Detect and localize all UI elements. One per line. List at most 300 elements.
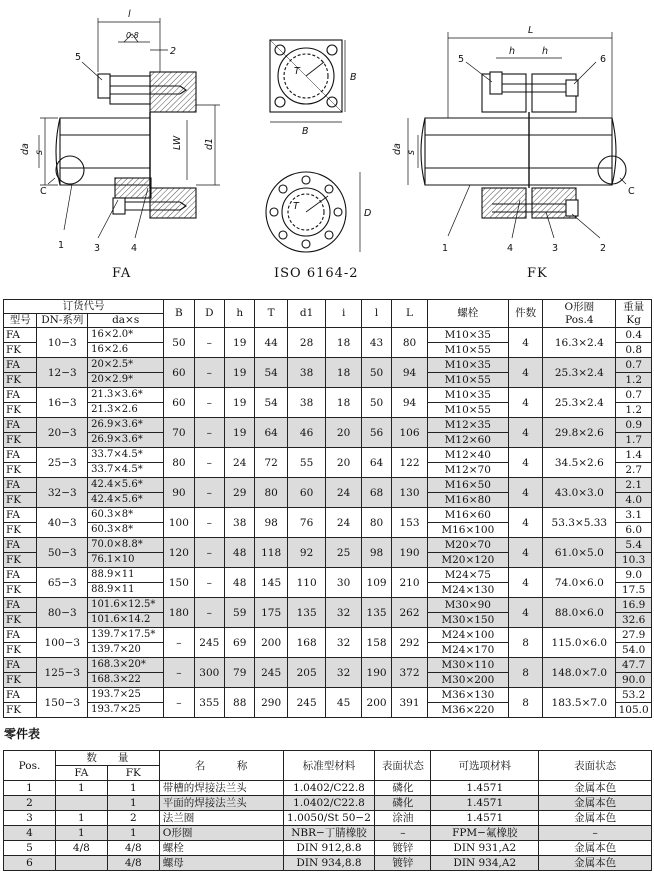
- table-cell: 18: [326, 358, 361, 388]
- table-cell: 32−3: [37, 478, 88, 508]
- table-cell: 21.3×2.6: [88, 403, 164, 418]
- fk-label-l: L: [528, 25, 534, 36]
- fa-label-1: 1: [58, 240, 65, 251]
- table-row: [4, 628, 652, 643]
- table-cell: 20×2.9*: [88, 373, 164, 388]
- table-cell: FA: [4, 388, 37, 403]
- table-cell: 4: [508, 358, 542, 388]
- header-type: 型号: [4, 314, 37, 328]
- table-row: [4, 478, 652, 493]
- table-cell: 115.0×6.0: [543, 628, 616, 658]
- parts-row: [4, 811, 652, 826]
- table-cell: 372: [392, 658, 427, 688]
- fa-label-d1: d1: [204, 137, 215, 150]
- table-cell: 94: [392, 358, 427, 388]
- table-cell: 90.0: [616, 673, 652, 688]
- table-cell: M24×100: [427, 628, 508, 643]
- table-cell: M30×150: [427, 613, 508, 628]
- table-cell: 4: [508, 388, 542, 418]
- table-cell: 18: [326, 328, 361, 358]
- table-cell: 153: [392, 508, 427, 538]
- parts-row: [4, 781, 652, 796]
- table-cell: M12×60: [427, 433, 508, 448]
- table-cell: 100: [164, 508, 194, 538]
- table-cell: 210: [392, 568, 427, 598]
- fk-caption: FK: [527, 266, 548, 281]
- table-cell: 4: [508, 568, 542, 598]
- table-cell: 50: [164, 328, 194, 358]
- table-cell: 16.9: [616, 598, 652, 613]
- fk-section-drawing: [408, 32, 626, 238]
- parts-cell-fa: 1: [55, 826, 107, 841]
- table-cell: 98: [255, 508, 287, 538]
- parts-cell-name: 螺栓: [159, 841, 283, 856]
- iso-label-t-round: T: [293, 201, 299, 212]
- table-cell: 60.3×8*: [88, 523, 164, 538]
- table-cell: FA: [4, 628, 37, 643]
- table-cell: –: [194, 328, 224, 358]
- table-cell: 245: [255, 658, 287, 688]
- parts-header-pos: Pos.: [4, 751, 56, 781]
- table-cell: –: [194, 418, 224, 448]
- table-row: [4, 688, 652, 703]
- parts-cell-material: NBR−丁腈橡胶: [283, 826, 375, 841]
- table-cell: –: [194, 478, 224, 508]
- table-cell: 158: [361, 628, 391, 658]
- table-cell: M36×220: [427, 703, 508, 718]
- table-cell: 24: [225, 448, 255, 478]
- table-cell: 355: [194, 688, 224, 718]
- table-cell: 32: [326, 628, 361, 658]
- table-cell: 60: [164, 358, 194, 388]
- table-cell: 150−3: [37, 688, 88, 718]
- table-cell: 19: [225, 388, 255, 418]
- table-cell: 74.0×6.0: [543, 568, 616, 598]
- header-qty: 件数: [508, 300, 542, 328]
- header-b: B: [164, 300, 194, 328]
- table-cell: 245: [287, 688, 326, 718]
- parts-cell-alt-material: 1.4571: [431, 796, 539, 811]
- table-cell: 30: [326, 568, 361, 598]
- table-cell: 59: [225, 598, 255, 628]
- table-cell: M20×120: [427, 553, 508, 568]
- table-cell: –: [164, 628, 194, 658]
- table-cell: 19: [225, 358, 255, 388]
- table-cell: 3.1: [616, 508, 652, 523]
- header-order-code: 订货代号: [4, 300, 164, 314]
- iso-label-b-side: B: [350, 72, 357, 83]
- table-cell: 16−3: [37, 388, 88, 418]
- table-cell: 16×2.0*: [88, 328, 164, 343]
- table-cell: 88.9×11: [88, 568, 164, 583]
- table-row: [4, 448, 652, 463]
- table-cell: 50−3: [37, 538, 88, 568]
- table-cell: 24: [326, 478, 361, 508]
- table-cell: 106: [392, 418, 427, 448]
- table-cell: 25−3: [37, 448, 88, 478]
- table-cell: 135: [287, 598, 326, 628]
- table-cell: 70.0×8.8*: [88, 538, 164, 553]
- table-cell: M12×35: [427, 418, 508, 433]
- table-cell: 98: [361, 538, 391, 568]
- header-weight-label: 重量: [623, 300, 645, 313]
- table-cell: 19: [225, 328, 255, 358]
- table-cell: 292: [392, 628, 427, 658]
- table-cell: 190: [392, 538, 427, 568]
- parts-cell-fa: 1: [55, 781, 107, 796]
- parts-table-title: 零件表: [4, 727, 41, 741]
- table-cell: 44: [255, 328, 287, 358]
- parts-cell-fa: 1: [55, 811, 107, 826]
- iso-label-t-top: T: [294, 66, 300, 77]
- table-cell: 48: [225, 568, 255, 598]
- table-cell: M30×200: [427, 673, 508, 688]
- table-cell: 150: [164, 568, 194, 598]
- iso-round-flange: [266, 172, 360, 252]
- table-cell: M16×50: [427, 478, 508, 493]
- table-cell: 88.0×6.0: [543, 598, 616, 628]
- table-cell: M10×55: [427, 403, 508, 418]
- table-cell: M10×55: [427, 343, 508, 358]
- table-cell: 70: [164, 418, 194, 448]
- table-cell: 88.9×11: [88, 583, 164, 598]
- iso-label-d: D: [364, 208, 372, 219]
- table-cell: 80: [361, 508, 391, 538]
- table-cell: 25.3×2.4: [543, 358, 616, 388]
- table-cell: FA: [4, 328, 37, 343]
- table-cell: 69: [225, 628, 255, 658]
- parts-cell-alt-surface: 金属本色: [539, 841, 652, 856]
- table-cell: 24: [326, 508, 361, 538]
- table-cell: 168.3×22: [88, 673, 164, 688]
- table-cell: M16×60: [427, 508, 508, 523]
- parts-cell-fk: 4/8: [107, 856, 159, 871]
- table-cell: 135: [361, 598, 391, 628]
- table-cell: 200: [255, 628, 287, 658]
- table-cell: 122: [392, 448, 427, 478]
- fk-label-h-right: h: [542, 46, 549, 57]
- dimension-table: [3, 299, 652, 718]
- table-cell: 28: [287, 328, 326, 358]
- fa-label-4: 4: [131, 243, 138, 254]
- table-cell: FA: [4, 508, 37, 523]
- table-cell: 109: [361, 568, 391, 598]
- table-cell: FK: [4, 643, 37, 658]
- table-cell: M24×130: [427, 583, 508, 598]
- table-cell: 25: [326, 538, 361, 568]
- table-row: [4, 538, 652, 553]
- table-cell: 80−3: [37, 598, 88, 628]
- table-cell: 72: [255, 448, 287, 478]
- table-cell: 2.7: [616, 463, 652, 478]
- table-cell: M10×35: [427, 388, 508, 403]
- table-cell: FA: [4, 658, 37, 673]
- table-cell: FK: [4, 433, 37, 448]
- table-cell: FK: [4, 463, 37, 478]
- table-cell: 0.7: [616, 388, 652, 403]
- parts-cell-pos: 4: [4, 826, 56, 841]
- table-cell: 1.2: [616, 373, 652, 388]
- table-cell: 120: [164, 538, 194, 568]
- fa-caption: FA: [112, 266, 132, 281]
- table-cell: 46: [287, 418, 326, 448]
- table-cell: M16×100: [427, 523, 508, 538]
- header-dn-series: DN-系列: [37, 314, 88, 328]
- table-cell: 245: [194, 628, 224, 658]
- fk-label-6: 6: [600, 54, 607, 65]
- parts-header-alt-surface: 表面状态: [539, 751, 652, 781]
- table-cell: M10×55: [427, 373, 508, 388]
- fk-label-5: 5: [458, 54, 465, 65]
- parts-cell-material: 1.0402/C22.8: [283, 796, 375, 811]
- parts-cell-fk: 1: [107, 826, 159, 841]
- table-cell: –: [164, 658, 194, 688]
- parts-row: [4, 841, 652, 856]
- table-cell: 29.8×2.6: [543, 418, 616, 448]
- parts-header-name: 名 称: [159, 751, 283, 781]
- table-cell: 10.3: [616, 553, 652, 568]
- table-cell: 290: [255, 688, 287, 718]
- table-cell: 100−3: [37, 628, 88, 658]
- table-cell: 32.6: [616, 613, 652, 628]
- parts-cell-fk: 2: [107, 811, 159, 826]
- parts-cell-surface: –: [375, 826, 431, 841]
- table-cell: 47.7: [616, 658, 652, 673]
- table-cell: 183.5×7.0: [543, 688, 616, 718]
- header-da-s: da×s: [88, 314, 164, 328]
- table-cell: 38: [287, 358, 326, 388]
- table-cell: 4: [508, 598, 542, 628]
- table-cell: 16.3×2.4: [543, 328, 616, 358]
- table-row: [4, 508, 652, 523]
- table-cell: 175: [255, 598, 287, 628]
- parts-cell-alt-material: 1.4571: [431, 781, 539, 796]
- table-cell: 4: [508, 448, 542, 478]
- parts-cell-pos: 3: [4, 811, 56, 826]
- table-row: [4, 328, 652, 343]
- table-cell: 54: [255, 388, 287, 418]
- table-cell: FA: [4, 568, 37, 583]
- parts-cell-alt-material: DIN 934,A2: [431, 856, 539, 871]
- fk-label-s: s: [406, 150, 417, 155]
- parts-cell-fa: [55, 796, 107, 811]
- table-cell: 0.8: [616, 343, 652, 358]
- table-cell: 90: [164, 478, 194, 508]
- table-row: [4, 388, 652, 403]
- table-cell: 45: [326, 688, 361, 718]
- fa-label-2: 2: [170, 46, 177, 57]
- technical-drawings: [0, 0, 654, 298]
- parts-cell-pos: 5: [4, 841, 56, 856]
- table-cell: M12×40: [427, 448, 508, 463]
- table-cell: 105.0: [616, 703, 652, 718]
- table-cell: 1.2: [616, 403, 652, 418]
- table-cell: M20×70: [427, 538, 508, 553]
- table-cell: 168.3×20*: [88, 658, 164, 673]
- table-cell: 12−3: [37, 358, 88, 388]
- table-cell: 180: [164, 598, 194, 628]
- table-cell: FK: [4, 583, 37, 598]
- table-cell: 193.7×25: [88, 688, 164, 703]
- parts-cell-name: 平面的焊接法兰头: [159, 796, 283, 811]
- table-cell: 0.9: [616, 418, 652, 433]
- table-cell: 42.4×5.6*: [88, 478, 164, 493]
- table-cell: 60.3×8*: [88, 508, 164, 523]
- header-l-lower: l: [361, 300, 391, 328]
- table-cell: 61.0×5.0: [543, 538, 616, 568]
- parts-cell-name: 螺母: [159, 856, 283, 871]
- table-cell: FK: [4, 703, 37, 718]
- header-bolt: 螺栓: [427, 300, 508, 328]
- table-cell: FK: [4, 673, 37, 688]
- table-cell: FK: [4, 403, 37, 418]
- table-cell: 53.2: [616, 688, 652, 703]
- parts-table: [3, 750, 652, 871]
- table-cell: FK: [4, 373, 37, 388]
- table-cell: 4.0: [616, 493, 652, 508]
- fk-label-da: da: [392, 143, 403, 155]
- parts-cell-alt-surface: 金属本色: [539, 856, 652, 871]
- parts-cell-material: 1.0050/St 50−2: [283, 811, 375, 826]
- parts-row: [4, 856, 652, 871]
- table-cell: 64: [361, 448, 391, 478]
- table-cell: –: [194, 598, 224, 628]
- table-cell: 125−3: [37, 658, 88, 688]
- parts-cell-alt-material: FPM−氟橡胶: [431, 826, 539, 841]
- table-cell: 16×2.6: [88, 343, 164, 358]
- fa-label-roughness: 0.8: [126, 31, 139, 40]
- parts-header-alt-material: 可选项材料: [431, 751, 539, 781]
- parts-cell-surface: 镀锌: [375, 856, 431, 871]
- fa-label-c: C: [40, 186, 47, 197]
- parts-cell-name: 带槽的焊接法兰头: [159, 781, 283, 796]
- table-cell: 17.5: [616, 583, 652, 598]
- table-cell: 76: [287, 508, 326, 538]
- parts-cell-fa: 4/8: [55, 841, 107, 856]
- table-cell: FA: [4, 538, 37, 553]
- table-cell: 139.7×17.5*: [88, 628, 164, 643]
- table-row: [4, 418, 652, 433]
- table-cell: 145: [255, 568, 287, 598]
- table-cell: 20−3: [37, 418, 88, 448]
- table-cell: 80: [392, 328, 427, 358]
- table-cell: 8: [508, 688, 542, 718]
- table-cell: 33.7×4.5*: [88, 448, 164, 463]
- table-cell: 65−3: [37, 568, 88, 598]
- table-cell: M30×110: [427, 658, 508, 673]
- table-cell: 5.4: [616, 538, 652, 553]
- parts-cell-surface: 磷化: [375, 781, 431, 796]
- parts-cell-surface: 涂油: [375, 811, 431, 826]
- parts-cell-pos: 6: [4, 856, 56, 871]
- table-cell: –: [194, 358, 224, 388]
- table-cell: 4: [508, 478, 542, 508]
- table-cell: 27.9: [616, 628, 652, 643]
- fa-section-drawing: [39, 18, 220, 238]
- table-cell: FA: [4, 448, 37, 463]
- parts-cell-alt-material: DIN 931,A2: [431, 841, 539, 856]
- parts-cell-pos: 1: [4, 781, 56, 796]
- iso-caption: ISO 6164-2: [274, 266, 359, 281]
- parts-cell-material: DIN 912,8.8: [283, 841, 375, 856]
- parts-cell-surface: 磷化: [375, 796, 431, 811]
- table-cell: 29: [225, 478, 255, 508]
- table-cell: 262: [392, 598, 427, 628]
- table-cell: 55: [287, 448, 326, 478]
- table-cell: M36×130: [427, 688, 508, 703]
- table-cell: 2.1: [616, 478, 652, 493]
- table-cell: 190: [361, 658, 391, 688]
- parts-cell-alt-material: 1.4571: [431, 811, 539, 826]
- table-cell: 193.7×25: [88, 703, 164, 718]
- parts-cell-name: O形圈: [159, 826, 283, 841]
- header-d: D: [194, 300, 224, 328]
- table-cell: 54: [255, 358, 287, 388]
- table-cell: 200: [361, 688, 391, 718]
- parts-header-material: 标准型材料: [283, 751, 375, 781]
- table-cell: 60: [164, 388, 194, 418]
- table-cell: 118: [255, 538, 287, 568]
- table-cell: 4: [508, 538, 542, 568]
- table-cell: 20: [326, 418, 361, 448]
- table-cell: 4: [508, 328, 542, 358]
- table-cell: 101.6×12.5*: [88, 598, 164, 613]
- table-cell: 130: [392, 478, 427, 508]
- table-cell: 0.4: [616, 328, 652, 343]
- header-weight-unit: Kg: [626, 313, 641, 326]
- table-cell: 43.0×3.0: [543, 478, 616, 508]
- table-cell: 0.7: [616, 358, 652, 373]
- table-cell: 68: [361, 478, 391, 508]
- table-cell: 9.0: [616, 568, 652, 583]
- table-cell: 50: [361, 358, 391, 388]
- header-i: i: [326, 300, 361, 328]
- parts-cell-material: 1.0402/C22.8: [283, 781, 375, 796]
- parts-cell-alt-surface: 金属本色: [539, 796, 652, 811]
- table-cell: M30×90: [427, 598, 508, 613]
- table-cell: 94: [392, 388, 427, 418]
- table-cell: FA: [4, 358, 37, 373]
- table-cell: M16×80: [427, 493, 508, 508]
- table-cell: 80: [164, 448, 194, 478]
- table-cell: FK: [4, 613, 37, 628]
- table-cell: 26.9×3.6*: [88, 433, 164, 448]
- table-cell: 101.6×14.2: [88, 613, 164, 628]
- table-cell: –: [194, 538, 224, 568]
- table-cell: –: [194, 388, 224, 418]
- table-cell: 38: [287, 388, 326, 418]
- table-cell: FK: [4, 523, 37, 538]
- parts-cell-name: 法兰圈: [159, 811, 283, 826]
- table-row: [4, 358, 652, 373]
- parts-header-fk: FK: [107, 766, 159, 781]
- fa-label-lw: LW: [172, 135, 183, 150]
- table-cell: 10−3: [37, 328, 88, 358]
- parts-cell-fk: 4/8: [107, 841, 159, 856]
- parts-cell-surface: 镀锌: [375, 841, 431, 856]
- table-cell: 92: [287, 538, 326, 568]
- header-oring-label: O形圈: [564, 300, 595, 313]
- table-cell: 168: [287, 628, 326, 658]
- parts-cell-alt-surface: –: [539, 826, 652, 841]
- fa-label-3: 3: [94, 243, 101, 254]
- table-cell: M24×170: [427, 643, 508, 658]
- table-cell: 1.7: [616, 433, 652, 448]
- table-cell: 110: [287, 568, 326, 598]
- table-cell: –: [194, 448, 224, 478]
- fk-label-3: 3: [552, 243, 559, 254]
- table-cell: FA: [4, 478, 37, 493]
